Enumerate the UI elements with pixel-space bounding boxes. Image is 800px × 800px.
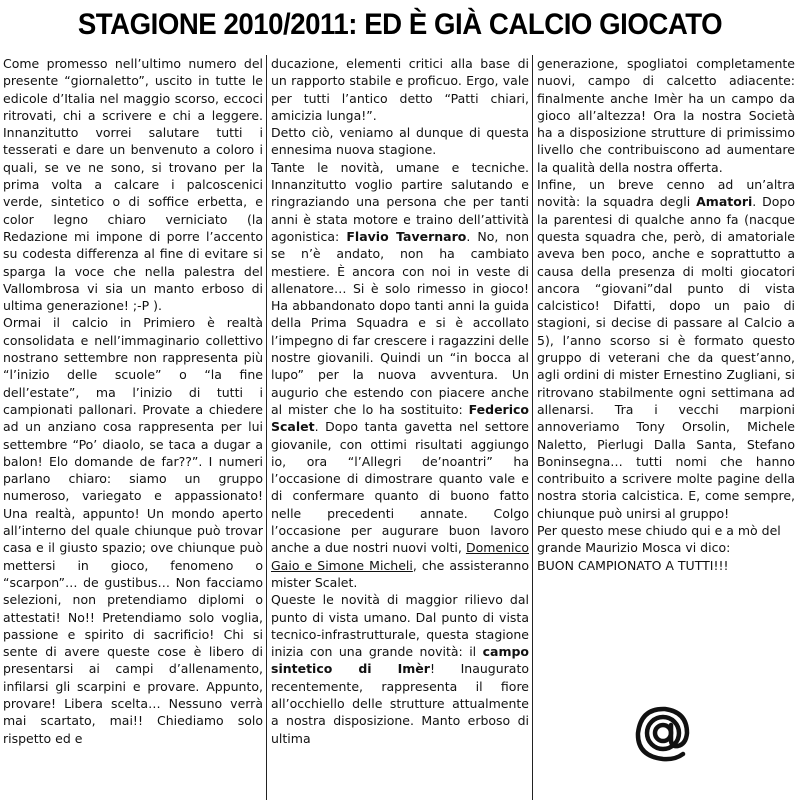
column-divider — [532, 55, 533, 800]
page-title: STAGIONE 2010/2011: ED È GIÀ CALCIO GIOCATO — [77, 8, 723, 41]
text-run: Tante le novità, umane e tecniche. Innanzitutto voglio partire salutando e ringraziando una persona che per tanti anni è stata motore e traino dell’attività agonistica: — [271, 159, 529, 244]
team-name-amatori: Amatori — [696, 194, 753, 210]
closing-line: BUON CAMPIONATO A TUTTI!!! — [537, 557, 729, 573]
paragraph: ducazione, elementi critici alla base di un rapporto stabile e proficuo. Ergo, vale per tutti l’antico detto “Patti chiari, amicizia lunga!”. — [271, 56, 529, 123]
field-name: campo sintetico di Imèr — [271, 644, 529, 677]
coach-name-scalet: Federico Scalet — [271, 401, 529, 435]
paragraph — [537, 176, 795, 522]
article-column-1 — [3, 55, 263, 800]
paragraph: generazione, spogliatoi completamente nuovi, campo di calcetto adiacente: finalmente anche Imèr ha un campo da gioco all’altezza! Ora la nostra Società ha a disposizione strutture di primissimo livello che contribuiscono ad aumentare la qualità della nostra offerta. — [537, 56, 795, 175]
column-divider — [266, 55, 267, 800]
article-column-2 — [271, 55, 529, 800]
text-run: ! Inaugurato recentemente, rappresenta il fiore all’occhiello delle strutture attualmente a nostra disposizione. Manto erboso di ultima — [271, 661, 529, 746]
paragraph — [271, 591, 529, 747]
paragraph — [271, 159, 529, 591]
text-run: . No, non se n’è andato, non ha cambiato mestiere. È ancora con noi in veste di allenatore… Si è solo rimesso in gioco! Ha abbandonato dopo tanti anni la guida della Prima Squadra e si è accollato l’impegno di far crescere i ragazzini delle nostre giovanili. Quindi un “in bocca al lupo” per la nuova avventura. Un augurio che estendo con piacere anche al mister che lo ha sostituito: — [271, 228, 529, 417]
text-run: Infine, un breve cenno ad un’altra novità: la squadra degli — [537, 177, 795, 210]
paragraph: Per questo mese chiudo qui e a mò del grande Maurizio Mosca vi dico: — [537, 523, 781, 556]
text-run: , che assisteranno mister Scalet. — [271, 557, 529, 590]
text-run: . Dopo tanta gavetta nel settore giovanile, con ottimi risultati aggiungo io, ora “l’Allegri de’noantri” ha l’occasione di dimostrare quanto vale e di confermare quanto di buono fatto nelle precedenti annate. Colgo l’occasione per augurare buon lavoro anche a due nostri nuovi volti, — [271, 419, 529, 556]
text-run: Queste le novità di maggior rilievo dal punto di vista umano. Dal punto di vista tecnico-infrastrutturale, questa stagione inizia con una grande novità: il — [271, 592, 529, 660]
coach-name-taver­naro: Flavio Tavernaro — [346, 228, 467, 244]
paragraph: Come promesso nell’ultimo numero del presente “giornaletto”, uscito in tutte le edicole d’Italia nel maggio scorso, eccoci ritrovati, chi a scrivere e chi a leggere. Innanzitutto vorrei salutare tutti i tesserati e dare un benvenuto a coloro i quali, se ve ne sono, si trovano per la prima volta a calcare i palcoscenici verde, sintetico o di soffice erbetta, e color legno chiaro verniciato (la Redazione mi impone di porre l’accento su codesta differenza al fine di evitare si sparga la voce che nella palestra del Vallombrosa vi sia un manto erboso di ultima generazione! ;-P ). — [3, 56, 263, 314]
paragraph: Ormai il calcio in Primiero è realtà consolidata e nell’immaginario collettivo nostrano settembre non rappresenta più “l’inizio delle scuole” o “la fine dell’estate”, ma l’inizio di tutti i campionati pallonari. Provate a chiedere ad un anziano cosa rappresenta per lui settembre “Po’ diaolo, se taca a dugar a balon! Elo domande de far??”. I numeri parlano chiaro: siamo un gruppo numeroso, variegato e appassionato! Una realtà, appunto! Un mondo aperto all’interno del quale chiunque può trovar casa e il giusto spazio; ove chiunque può mettersi in gioco, fenomeno o “scarpon”… de gustibus… Non facciamo selezioni, non pretendiamo diplomi o attestati! No!! Pretendiamo solo voglia, passione e spirito di sacrificio! Chi si sente di avere queste cose è libero di presentarsi ai campi d’allenamento, infilarsi gli scarpini e provare. Appunto, provare! Libera scelta… Nessuno verrà mai scartato, mai!! Chiediamo solo rispetto ed e — [3, 315, 263, 746]
assistant-names: Domenico Gaio e Simone Micheli — [271, 540, 529, 573]
text-run: . Dopo la parentesi di qualche anno fa (nacque questa squadra che, però, di amatoriale aveva ben poco, anche e soprattutto a causa della presenza di molti giocatori ancora “giovani”dal punto di vista calcistico! Difatti, dopo un paio di stagioni, si decise di passare al Calcio a 5), l’anno scorso si è formato questo gruppo di veterani che da quest’anno, agli ordini di mister Ernestino Zugliani, si ritrovano stabilmente ogni settimana ad allenarsi. Tra i vecchi marpioni annoveriamo Tony Orsolin, Michele Naletto, Pierlugi Dalla Santa, Stefano Boninsegna… tutti nomi che hanno contribuito a scrivere molte pagine della nostra storia calcistica. E, come sempre, chiunque può unirsi al gruppo! — [537, 194, 795, 521]
article-column-3 — [537, 55, 795, 800]
at-sign-icon — [628, 700, 698, 770]
paragraph: Detto ciò, veniamo al dunque di questa ennesima nuova stagione. — [271, 125, 529, 158]
